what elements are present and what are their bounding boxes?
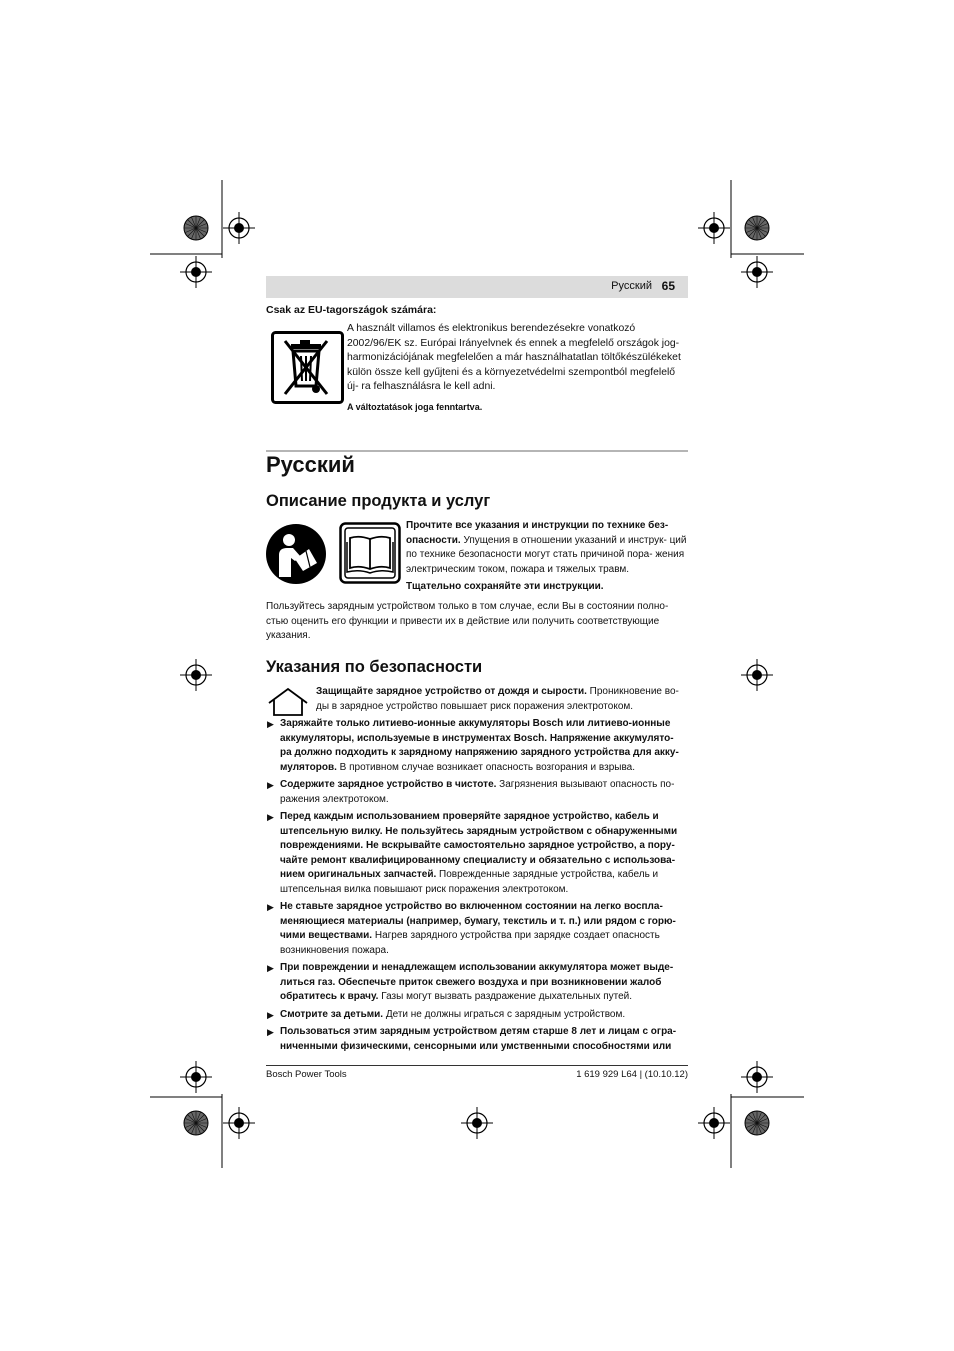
rain-warning-bold: Защищайте зарядное устройство от дождя и сырости. bbox=[316, 686, 587, 697]
list-item bbox=[266, 810, 688, 897]
product-heading: Описание продукта и услуг bbox=[266, 492, 491, 510]
bullet-text: Дети не должны играться с зарядным устройством. bbox=[383, 1008, 626, 1020]
bullet-text: В противном случае возникает опасность возгорания и взрыва. bbox=[336, 761, 635, 773]
page-number: 65 bbox=[661, 279, 675, 293]
bullet-bold: Пользоваться этим зарядным устройством детям старше 8 лет и лицам с огра- ниченными физическими, сенсорными или умственными способностями или bbox=[280, 1026, 677, 1052]
footer-brand: Bosch Power Tools bbox=[266, 1069, 347, 1080]
triangle-bullet-icon: ▶ bbox=[267, 780, 274, 790]
list-item bbox=[266, 900, 688, 958]
list-item bbox=[266, 717, 688, 775]
book-icon bbox=[339, 522, 401, 584]
bullet-text: Поврежденные зарядные устройства, кабель и штепсельная вилка повышают риск поражения электротоком. bbox=[280, 869, 659, 895]
triangle-bullet-icon: ▶ bbox=[267, 812, 274, 822]
eu-section-title: Csak az EU-tagországok számára: bbox=[266, 304, 437, 316]
footer-doc-number: 1 619 929 L64 | (10.10.12) bbox=[576, 1069, 688, 1080]
eu-disposal-text: A használt villamos és elektronikus berendezésekre vonatkozó 2002/96/EK sz. Európai Irányelvnek és ennek a megfelelő országok jog- harmonizációjának megfelelően a már használhatatlan töltőkészülékeket külön össze kell gyűjteni és a környezetvédelmi szempontból megfelelő új- ra felhasználásra le kell adni. bbox=[347, 323, 681, 393]
list-item bbox=[266, 1025, 688, 1054]
triangle-bullet-icon: ▶ bbox=[267, 1009, 274, 1020]
keep-instructions: Тщательно сохраняйте эти инструкции. bbox=[406, 581, 604, 592]
safety-warning-block bbox=[406, 519, 689, 577]
bullet-bold: Перед каждым использованием проверяйте зарядное устройство, кабель и штепсельную вилку. Не пользуйтесь зарядным устройством с обнаруженными повреждениями. Не вскрывайте самостоятельно зарядное устройство, а пору- чайте ремонт квалифицированному специалисту и обязательно с использова- нием оригинальных запчастей. bbox=[280, 811, 678, 880]
warning-bold: Прочтите все указания и инструкции по технике без- опасности. bbox=[406, 520, 669, 546]
house-icon bbox=[266, 687, 310, 717]
safety-bullet-list bbox=[266, 717, 688, 1057]
bullet-bold: Содержите зарядное устройство в чистоте. bbox=[280, 779, 497, 790]
warning-text: Упущения в отношении указаний и инструк- ций по технике безопасности могут стать причиной пора- жения электрическим током, пожара и тяжелых травм. bbox=[406, 534, 687, 575]
triangle-bullet-icon: ▶ bbox=[267, 719, 274, 729]
bullet-bold: При повреждении и ненадлежащем использовании аккумулятора может выде- литься газ. Обеспечьте приток свежего воздуха и при возникновении жалоб обратитесь к врачу. bbox=[280, 962, 674, 1002]
bullet-text: Загрязнения вызывают опасность по- ражения электротоком. bbox=[280, 779, 675, 805]
triangle-bullet-icon: ▶ bbox=[267, 1027, 274, 1037]
bullet-bold: Заряжайте только литиево-ионные аккумуляторы Bosch или литиево-ионные аккумуляторы, используемые в инструментах Bosch. Напряжение аккумулято- ра должно подходить к зарядному напряжению зарядного устройства для акку- муляторов. bbox=[280, 718, 679, 773]
triangle-bullet-icon: ▶ bbox=[267, 963, 274, 973]
triangle-bullet-icon: ▶ bbox=[267, 902, 274, 912]
list-item bbox=[266, 778, 688, 807]
safety-heading: Указания по безопасности bbox=[266, 658, 483, 676]
list-item bbox=[266, 1008, 688, 1023]
rain-warning bbox=[316, 685, 689, 714]
rain-warning-text: Проникновение во- ды в зарядное устройство повышает риск поражения электротоком. bbox=[316, 686, 679, 712]
read-manual-icon bbox=[265, 523, 327, 585]
header-language: Русский bbox=[611, 280, 652, 292]
list-item bbox=[266, 961, 688, 1005]
bullet-bold: Смотрите за детьми. bbox=[280, 1008, 384, 1020]
bullet-text: Газы могут вызвать раздражение дыхательных путей. bbox=[378, 991, 633, 1002]
footer-rule bbox=[266, 1065, 688, 1066]
section-title: Русский bbox=[266, 452, 355, 477]
running-header bbox=[266, 276, 688, 298]
usage-paragraph: Пользуйтесь зарядным устройством только в том случае, если Вы в состоянии полно- стью оценить его функции и привести их в действие или получить соответствующие указания. bbox=[266, 601, 669, 642]
bullet-text: Нагрев зарядного устройства при зарядке создает опасность возникновения пожара. bbox=[280, 930, 660, 956]
bullet-bold: Не ставьте зарядное устройство во включенном состоянии на легко воспла- меняющиеся материалы (например, бумагу, текстиль и т. п.) или рядом с горю- чими веществами. bbox=[280, 901, 676, 941]
eu-rights-note: A változtatások joga fenntartva. bbox=[347, 402, 483, 412]
crossed-out-bin-icon bbox=[271, 331, 344, 404]
